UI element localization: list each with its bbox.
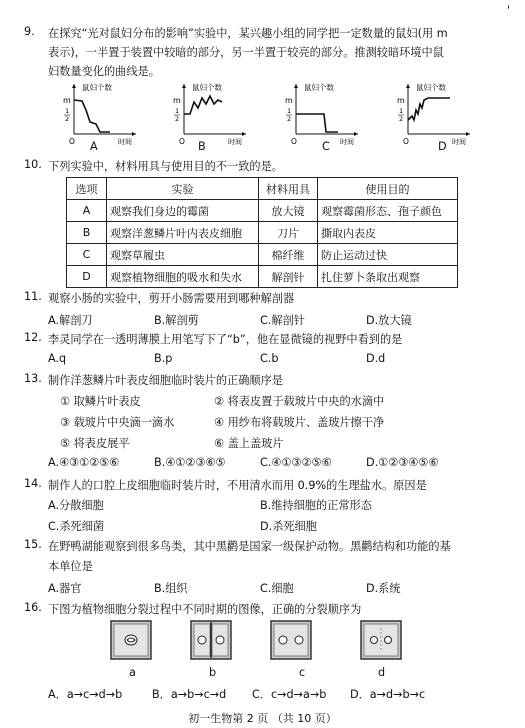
page-footer: 初一生物第 2 页 （共 10 页） — [188, 712, 337, 725]
table-row — [67, 266, 458, 288]
experiment-table — [66, 177, 458, 288]
graph-b — [170, 80, 250, 152]
table-cell: D — [67, 266, 107, 288]
question-text: 下列实验中，材料用具与使用目的不一致的是。 — [48, 160, 283, 173]
graph-y-label: 鼠妇个数 — [82, 83, 112, 92]
step-1: ① 取鳞片叶表皮 — [60, 395, 141, 408]
table-cell: B — [67, 222, 107, 244]
graph-half-numerator: 1 — [65, 107, 70, 115]
graph-m-label: m — [63, 96, 71, 105]
graph-label-d: D — [438, 140, 447, 153]
graph-origin: O — [179, 137, 185, 146]
option-b: B.解剖剪 — [154, 314, 199, 327]
graph-label-b: B — [198, 140, 206, 153]
cell-label-c: c — [299, 666, 306, 679]
table-cell: 观察植物细胞的吸水和失水 — [107, 266, 259, 288]
option-c: C.④①③②⑤⑥ — [260, 456, 332, 469]
option-c: C.b — [260, 352, 279, 365]
cell-image-a — [110, 620, 152, 660]
cell-image-b — [190, 620, 232, 660]
table-header-cell: 材料用具 — [259, 178, 318, 200]
graph-m-label: m — [173, 96, 181, 105]
option-c: C．c→d→a→b — [252, 688, 327, 701]
table-cell: A — [67, 200, 107, 222]
option-a: A．a→c→d→b — [48, 688, 123, 701]
table-row — [67, 244, 458, 266]
graph-a — [60, 80, 140, 152]
question-number: 16. — [24, 601, 42, 614]
option-a: A.分散细胞 — [48, 499, 104, 512]
table-header-cell: 选项 — [67, 178, 107, 200]
question-number: 12. — [24, 331, 42, 344]
graph-half-denominator: 2 — [399, 115, 404, 123]
option-b: B.维持细胞的正常形态 — [260, 499, 372, 512]
table-cell: 撕取内表皮 — [318, 222, 458, 244]
table-cell: 解剖针 — [259, 266, 318, 288]
step-3: ③ 载玻片中央滴一滴水 — [60, 416, 175, 429]
option-d: D.①②③④⑤⑥ — [366, 456, 439, 469]
option-b: B.④①②③⑥⑤ — [154, 456, 226, 469]
graph-half-numerator: 1 — [399, 107, 404, 115]
question-text: 李灵同学在一透明薄膜上用笔写下了“b”，他在显微镜的视野中看到的是 — [48, 333, 403, 346]
option-c: C.解剖针 — [260, 314, 305, 327]
question-number: 10. — [24, 158, 42, 171]
question-text-line-1: 在探究“光对鼠妇分布的影响”实验中，某兴趣小组的同学把一定数量的鼠妇(用 m — [48, 27, 448, 40]
cell-label-b: b — [209, 666, 217, 679]
graph-d — [394, 80, 474, 152]
table-cell: 防止运动过快 — [318, 244, 458, 266]
question-number: 9. — [24, 25, 35, 38]
table-header-cell: 实验 — [107, 178, 259, 200]
step-2: ② 将表皮置于载玻片中央的水滴中 — [214, 395, 385, 408]
step-4: ④ 用纱布将载玻片、盖玻片擦干净 — [214, 416, 385, 429]
question-number: 14. — [24, 477, 42, 490]
graph-origin: O — [291, 137, 297, 146]
table-cell: 扎住萝卜条取出观察 — [318, 266, 458, 288]
graph-half-denominator: 2 — [65, 115, 70, 123]
table-cell: 观察草履虫 — [107, 244, 259, 266]
question-text: 制作洋葱鳞片叶表皮细胞临时装片的正确顺序是 — [48, 374, 283, 387]
graph-x-label: 时间 — [452, 138, 466, 146]
table-row — [67, 222, 458, 244]
graph-y-label: 鼠妇个数 — [304, 83, 334, 92]
option-d: D.系统 — [366, 582, 401, 595]
cell-label-a: a — [129, 666, 136, 679]
step-6: ⑥ 盖上盖玻片 — [214, 437, 284, 450]
option-b: B．a→b→c→d — [152, 688, 227, 701]
corner-mark: ' — [507, 4, 511, 17]
question-text-line-1: 在野鸭湖能观察到很多鸟类，其中黑鹳是国家一级保护动物。黑鹳结构和功能的基 — [48, 540, 451, 553]
graph-origin: O — [69, 137, 75, 146]
cell-label-d: d — [378, 666, 386, 679]
option-b: B.p — [154, 352, 173, 365]
question-text-line-2: 本单位是 — [48, 560, 93, 573]
step-5: ⑤ 将表皮展平 — [60, 437, 130, 450]
question-text: 制作人的口腔上皮细胞临时装片时，不用清水而用 0.9%的生理盐水。原因是 — [48, 479, 427, 492]
table-cell: 观察霉菌形态、孢子颜色 — [318, 200, 458, 222]
table-header-row — [67, 178, 458, 200]
graph-m-label: m — [285, 96, 293, 105]
option-b: B.组织 — [154, 582, 188, 595]
table-cell: 观察洋葱鳞片叶内表皮细胞 — [107, 222, 259, 244]
graph-x-label: 时间 — [118, 138, 132, 146]
cell-image-c — [270, 620, 312, 660]
question-number: 15. — [24, 538, 42, 551]
graph-origin: O — [403, 137, 409, 146]
graph-y-label: 鼠妇个数 — [192, 83, 222, 92]
question-number: 11. — [24, 290, 42, 303]
table-cell: 棉纤维 — [259, 244, 318, 266]
table-row — [67, 200, 458, 222]
option-a: A.解剖刀 — [48, 314, 93, 327]
graph-label-c: C — [322, 140, 330, 153]
option-c: C.细胞 — [260, 582, 294, 595]
table-cell: 刀片 — [259, 222, 318, 244]
graph-m-label: m — [397, 96, 405, 105]
option-d: D.放大镜 — [366, 314, 412, 327]
graph-half-denominator: 2 — [175, 115, 180, 123]
graph-x-label: 时间 — [340, 138, 354, 146]
table-cell: 观察我们身边的霉菌 — [107, 200, 259, 222]
graph-half-numerator: 1 — [175, 107, 180, 115]
graph-half-denominator: 2 — [287, 115, 292, 123]
option-d: D．a→d→b→c — [350, 688, 426, 701]
table-header-cell: 使用目的 — [318, 178, 458, 200]
question-text-line-3: 妇数量变化的曲线是。 — [48, 65, 160, 78]
option-a: A.器官 — [48, 582, 82, 595]
option-a: A.q — [48, 352, 67, 365]
option-a: A.④③①②⑤⑥ — [48, 456, 120, 469]
option-d: D.杀死细胞 — [260, 520, 317, 533]
graph-y-label: 鼠妇个数 — [416, 83, 446, 92]
question-text-line-2: 表示)，一半置于装置中较暗的部分，另一半置于较亮的部分。推测较暗环境中鼠 — [48, 46, 444, 59]
question-text: 下图为植物细胞分裂过程中不同时期的图像，正确的分裂顺序为 — [48, 603, 362, 616]
table-cell: C — [67, 244, 107, 266]
question-text: 观察小肠的实验中，剪开小肠需要用到哪种解剖器 — [48, 292, 295, 305]
graph-x-label: 时间 — [228, 138, 242, 146]
graph-half-numerator: 1 — [287, 107, 292, 115]
table-cell: 放大镜 — [259, 200, 318, 222]
option-d: D.d — [366, 352, 386, 365]
question-number: 13. — [24, 372, 42, 385]
option-c: C.杀死细菌 — [48, 520, 105, 533]
graph-label-a: A — [90, 140, 98, 153]
cell-image-d — [360, 620, 402, 660]
